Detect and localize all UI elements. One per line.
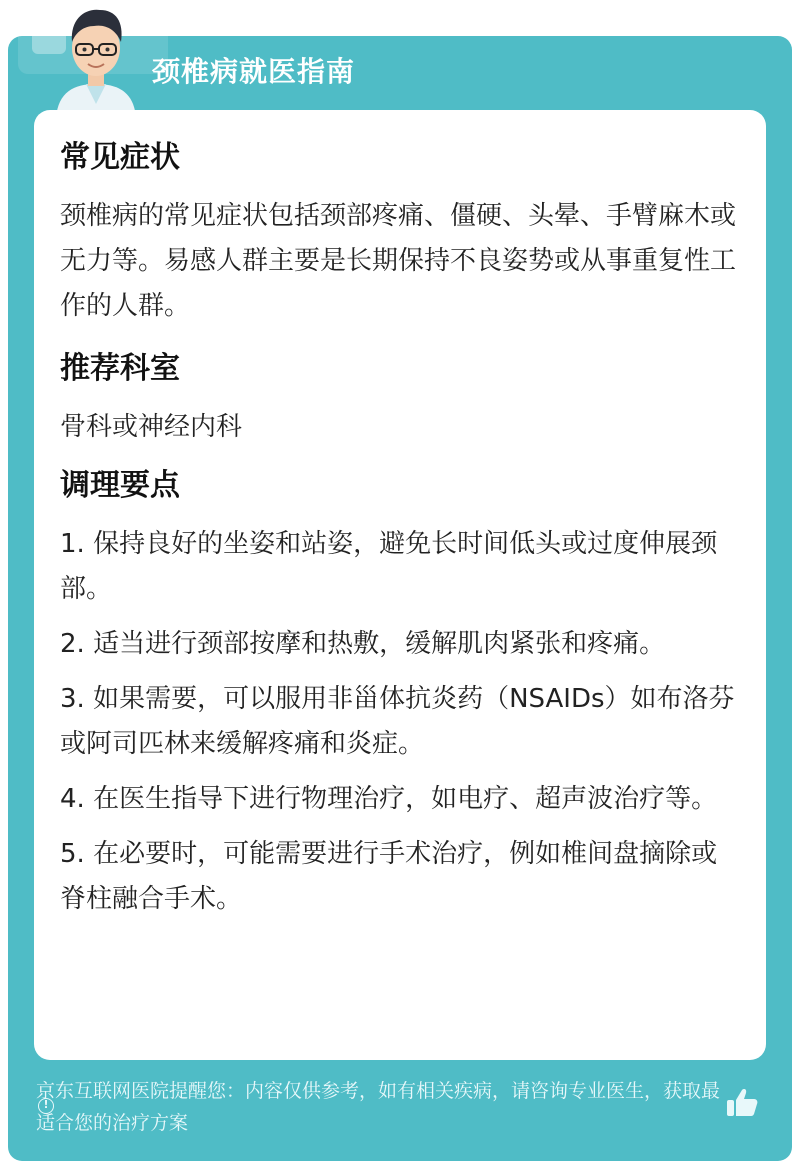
care-heading: 调理要点 bbox=[60, 468, 180, 503]
care-item-3: 3. 如果需要，可以服用非甾体抗炎药（NSAIDs）如布洛芬或阿司匹林来缓解疼痛和炎症。 bbox=[60, 684, 735, 759]
department-heading: 推荐科室 bbox=[60, 351, 180, 386]
symptoms-heading: 常见症状 bbox=[60, 140, 180, 175]
care-item-1: 1. 保持良好的坐姿和站姿，避免长时间低头或过度伸展颈部。 bbox=[60, 529, 718, 604]
doctor-avatar bbox=[46, 0, 146, 118]
care-item-4: 4. 在医生指导下进行物理治疗，如电疗、超声波治疗等。 bbox=[60, 784, 718, 814]
thumbs-up-icon[interactable] bbox=[724, 1085, 760, 1121]
content-card bbox=[34, 110, 766, 1060]
footer-notice: 京东互联网医院提醒您：内容仅供参考，如有相关疾病，请咨询专业医生，获取最适合您的治疗方案 bbox=[36, 1080, 721, 1134]
care-item-5: 5. 在必要时，可能需要进行手术治疗，例如椎间盘摘除或脊柱融合手术。 bbox=[60, 839, 718, 914]
symptoms-text: 颈椎病的常见症状包括颈部疼痛、僵硬、头晕、手臂麻木或无力等。易感人群主要是长期保持不良姿势或从事重复性工作的人群。 bbox=[60, 201, 737, 321]
page-title: 颈椎病就医指南 bbox=[152, 55, 356, 88]
care-item-2: 2. 适当进行颈部按摩和热敷，缓解肌肉紧张和疼痛。 bbox=[60, 629, 666, 659]
department-text: 骨科或神经内科 bbox=[60, 412, 243, 442]
